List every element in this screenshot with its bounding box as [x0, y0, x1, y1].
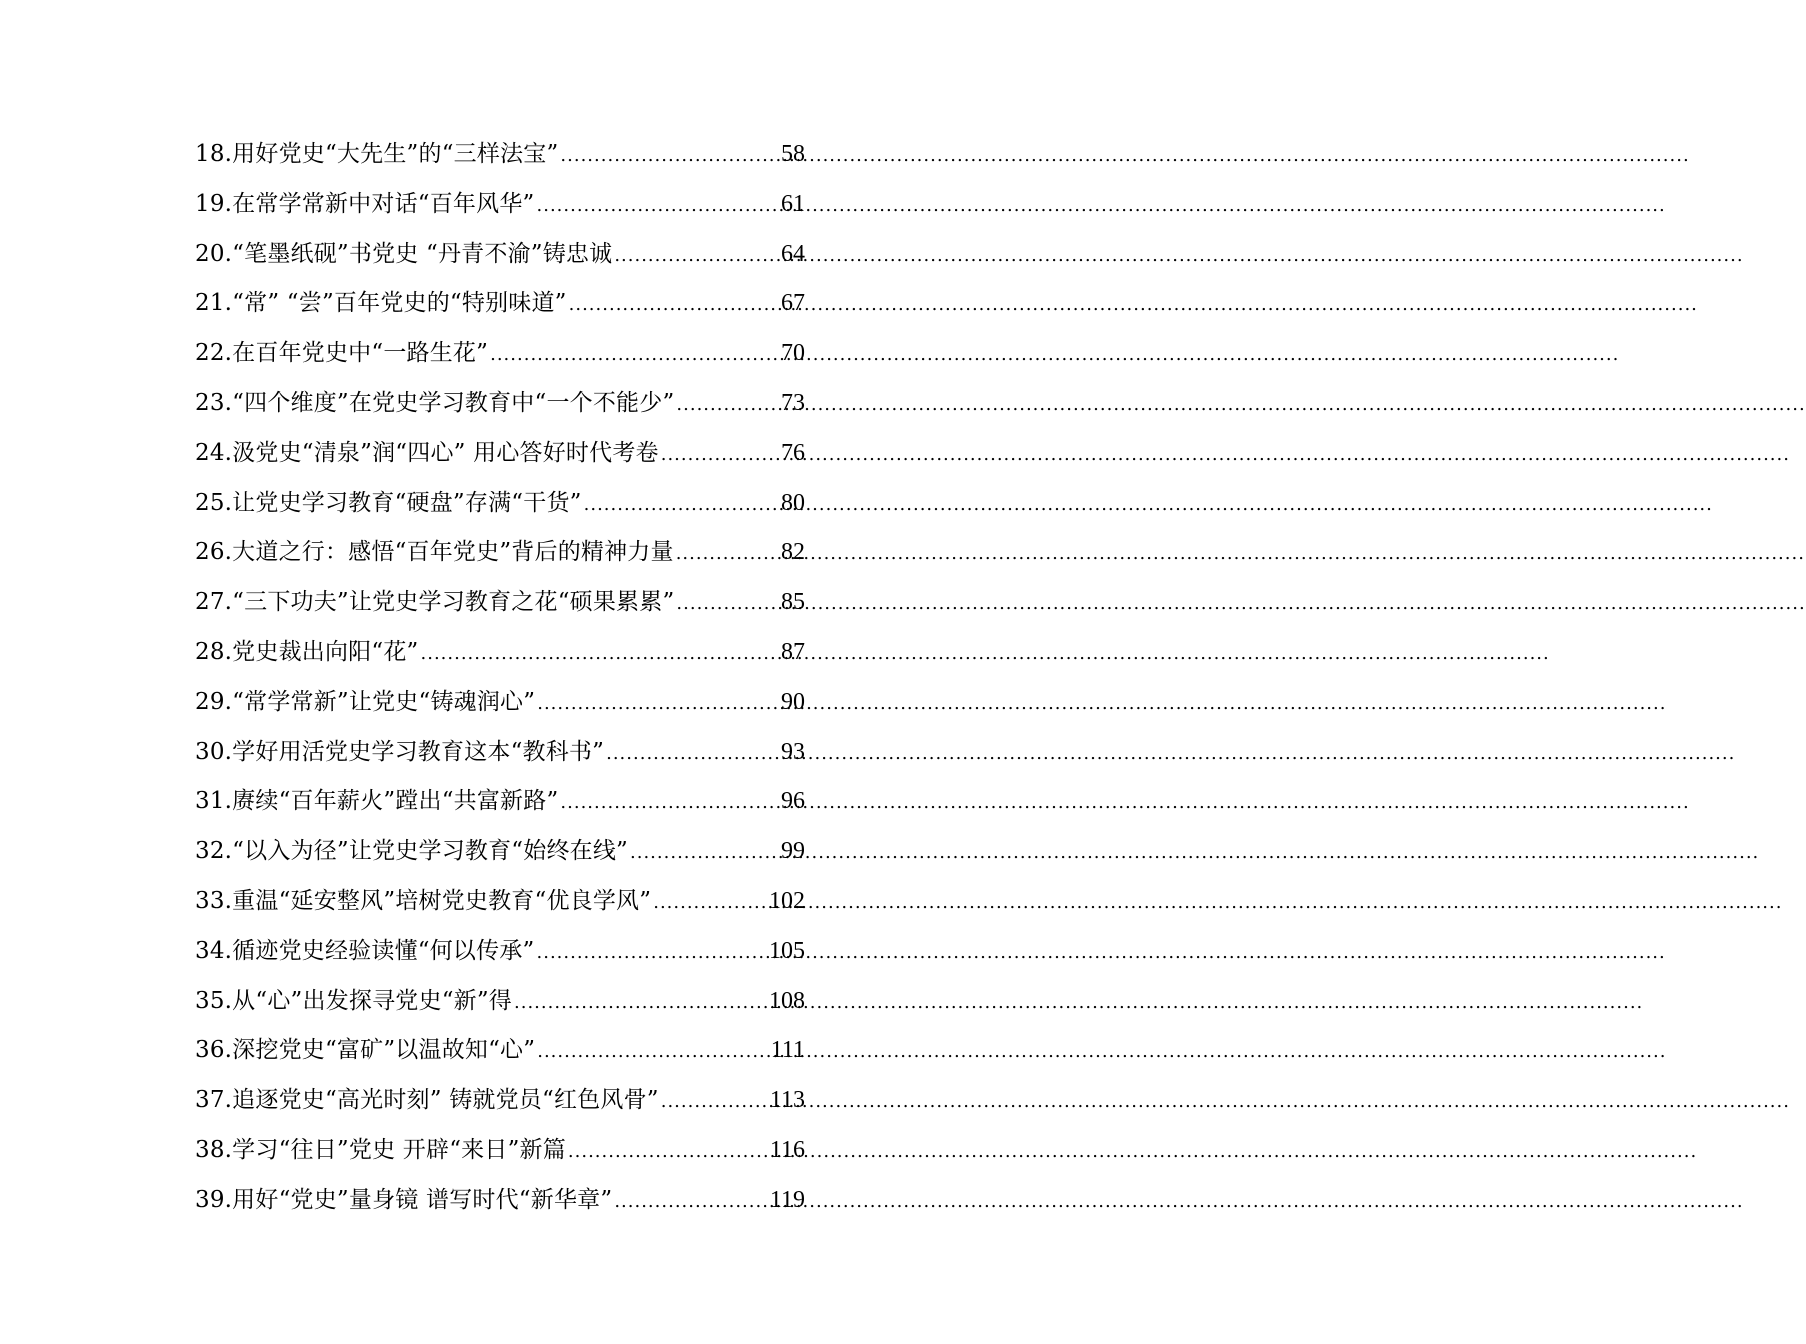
toc-entry-page: 73 — [781, 389, 805, 416]
toc-entry-page: 102 — [769, 887, 805, 914]
toc-entry-page: 64 — [781, 240, 805, 267]
toc-entry-page: 93 — [781, 738, 805, 765]
dot-leader — [676, 529, 779, 579]
toc-entry[interactable] — [195, 180, 805, 230]
toc-entry-page: 61 — [781, 190, 805, 217]
toc-entry[interactable] — [195, 1126, 805, 1176]
toc-entry[interactable] — [195, 279, 805, 329]
toc-entry-page: 67 — [781, 290, 805, 317]
toc-entry-title: 33.重温“延安整风”培树党史教育“优良学风” — [195, 887, 652, 914]
toc-entry[interactable] — [195, 877, 805, 927]
toc-entry[interactable] — [195, 678, 805, 728]
dot-leader — [569, 280, 779, 330]
dot-leader — [661, 1077, 768, 1127]
dot-leader — [490, 330, 779, 380]
toc-entry-title: 19.在常学常新中对话“百年风华” — [195, 190, 535, 217]
toc-entry-title: 31.赓续“百年薪火”蹚出“共富新路” — [195, 788, 559, 815]
dot-leader — [653, 878, 767, 928]
toc-entry-title: 32.“以入为径”让党史学习教育“始终在线” — [195, 838, 629, 865]
toc-entry-title: 37.追逐党史“高光时刻” 铸就党员“红色风骨” — [195, 1087, 659, 1114]
toc-entry-page: 82 — [781, 539, 805, 566]
toc-entry-page: 58 — [781, 141, 805, 167]
toc-entry[interactable] — [195, 977, 805, 1027]
toc-entry-title: 39.用好“党史”量身镜 谱写时代“新华章” — [195, 1186, 613, 1213]
dot-leader — [584, 480, 779, 530]
toc-entry-title: 34.循迹党史经验读懂“何以传承” — [195, 937, 535, 964]
toc-entry-title: 20.“笔墨纸砚”书党史 “丹青不渝”铸忠诚 — [195, 240, 613, 267]
dot-leader — [614, 231, 779, 281]
dot-leader — [537, 679, 779, 729]
toc-entry[interactable] — [195, 429, 805, 479]
toc-entry-page: 113 — [769, 1087, 805, 1114]
toc-entry-page: 76 — [781, 439, 805, 466]
toc-entry[interactable] — [195, 1076, 805, 1126]
toc-entry-title: 23.“四个维度”在党史学习教育中“一个不能少” — [195, 389, 675, 416]
table-of-contents — [195, 130, 805, 1226]
dot-leader — [537, 1027, 769, 1077]
toc-entry[interactable] — [195, 1176, 805, 1226]
toc-entry[interactable] — [195, 528, 805, 578]
toc-entry-title: 26.大道之行：感悟“百年党史”背后的精神力量 — [195, 539, 674, 566]
toc-entry-page: 80 — [781, 489, 805, 516]
toc-entry-title: 25.让党史学习教育“硬盘”存满“干货” — [195, 489, 582, 516]
toc-entry-page: 87 — [781, 638, 805, 665]
toc-entry-title: 28.党史裁出向阳“花” — [195, 638, 419, 665]
toc-entry-page: 90 — [781, 688, 805, 715]
toc-entry-page: 111 — [770, 1037, 805, 1064]
toc-entry[interactable] — [195, 578, 805, 628]
toc-entry-title: 24.汲党史“清泉”润“四心” 用心答好时代考卷 — [195, 439, 659, 466]
toc-entry-title: 27.“三下功夫”让党史学习教育之花“硕果累累” — [195, 589, 675, 616]
toc-entry-page: 96 — [781, 788, 805, 815]
toc-entry[interactable] — [195, 479, 805, 529]
dot-leader — [514, 978, 767, 1028]
toc-entry[interactable] — [195, 827, 805, 877]
toc-entry[interactable] — [195, 777, 805, 827]
toc-entry-title: 21.“常” “尝”百年党史的“特别味道” — [195, 290, 567, 317]
toc-entry-title: 29.“常学常新”让党史“铸魂润心” — [195, 688, 536, 715]
dot-leader — [421, 629, 780, 679]
toc-entry[interactable] — [195, 379, 805, 429]
dot-leader — [606, 729, 779, 779]
toc-entry-title: 18.用好党史“大先生”的“三样法宝” — [195, 141, 559, 167]
dot-leader — [630, 828, 779, 878]
dot-leader — [560, 778, 779, 828]
toc-entry-title: 30.学好用活党史学习教育这本“教科书” — [195, 738, 605, 765]
toc-entry[interactable] — [195, 1026, 805, 1076]
toc-entry-page: 99 — [781, 838, 805, 865]
toc-entry[interactable] — [195, 230, 805, 280]
dot-leader — [661, 430, 779, 480]
toc-entry[interactable] — [195, 728, 805, 778]
dot-leader — [537, 181, 780, 231]
toc-entry-page: 105 — [769, 937, 805, 964]
dot-leader — [537, 928, 768, 978]
toc-entry[interactable] — [195, 329, 805, 379]
dot-leader — [560, 131, 779, 181]
toc-entry-page: 108 — [769, 987, 805, 1014]
toc-entry-title: 22.在百年党史中“一路生花” — [195, 340, 489, 367]
toc-entry[interactable] — [195, 130, 805, 180]
dot-leader — [676, 380, 779, 430]
toc-entry[interactable] — [195, 927, 805, 977]
dot-leader — [614, 1177, 768, 1227]
toc-entry-page: 70 — [781, 340, 805, 367]
dot-leader — [676, 579, 779, 629]
toc-entry-page: 119 — [769, 1186, 805, 1213]
dot-leader — [568, 1127, 768, 1177]
toc-entry-page: 85 — [781, 589, 805, 616]
toc-entry-title: 35.从“心”出发探寻党史“新”得 — [195, 987, 513, 1014]
toc-entry[interactable] — [195, 628, 805, 678]
toc-entry-title: 36.深挖党史“富矿”以温故知“心” — [195, 1037, 536, 1064]
toc-entry-title: 38.学习“往日”党史 开辟“来日”新篇 — [195, 1136, 566, 1163]
toc-entry-page: 116 — [769, 1136, 805, 1163]
